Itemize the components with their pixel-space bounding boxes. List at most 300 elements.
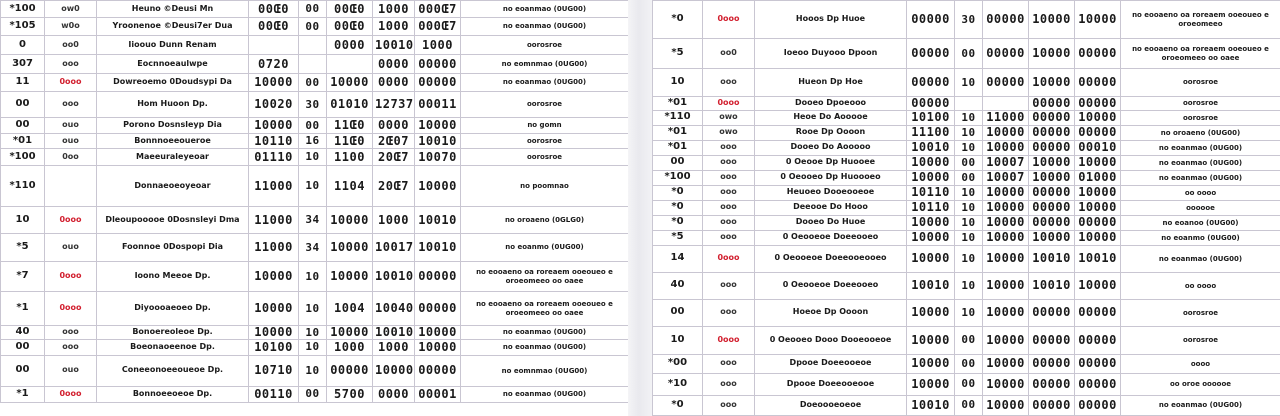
value-a: 10100 (907, 110, 955, 125)
value-c: 01010 (327, 92, 373, 118)
value-a: 10000 (249, 74, 299, 92)
value-d: 1000 (373, 18, 415, 36)
value-a: 00Œ0 (249, 1, 299, 18)
table-row (653, 299, 1280, 326)
value-b: 00 (299, 1, 327, 18)
value-e: 10010 (415, 207, 461, 234)
row-index: *110 (1, 166, 45, 207)
table-row (1, 74, 629, 92)
value-a: 10000 (249, 292, 299, 326)
row-tag: ooo (703, 373, 755, 395)
row-description: no eoanmao (0UG00) (1121, 140, 1280, 155)
row-index: *5 (653, 39, 703, 69)
value-e: 10000 (415, 339, 461, 355)
row-tag: ooo (703, 200, 755, 215)
value-e: 00001 (415, 386, 461, 402)
value-b: 10 (955, 215, 983, 230)
value-d: 10010 (373, 326, 415, 340)
row-description: oo oroe oooooe (1121, 373, 1280, 395)
value-b: 10 (955, 230, 983, 245)
row-name: Iioouo Dunn Renam (97, 36, 249, 55)
value-a: 10010 (907, 395, 955, 415)
table-row (1, 166, 629, 207)
row-index: 11 (1, 74, 45, 92)
row-index: *01 (653, 97, 703, 111)
row-name: Bonnnoeeoueroe (97, 134, 249, 149)
value-d: 12737 (373, 92, 415, 118)
left-page (0, 0, 628, 416)
value-d: 1000 (373, 207, 415, 234)
value-b: 34 (299, 207, 327, 234)
value-a: 00110 (249, 386, 299, 402)
row-name: Rooe Dp Oooon (755, 125, 907, 140)
value-b: 00 (955, 395, 983, 415)
value-d: 00000 (1029, 395, 1075, 415)
value-d: 00000 (1029, 373, 1075, 395)
value-e: 10000 (1075, 110, 1121, 125)
value-d: 00000 (1029, 140, 1075, 155)
value-c: 10000 (327, 74, 373, 92)
value-c: 10007 (983, 155, 1029, 170)
row-tag: ouo (45, 234, 97, 262)
row-index: *01 (653, 140, 703, 155)
value-e: 10000 (1075, 155, 1121, 170)
value-a: 10000 (249, 326, 299, 340)
value-b: 30 (299, 92, 327, 118)
table-row (653, 200, 1280, 215)
row-index: 00 (653, 299, 703, 326)
row-tag: ooo (703, 170, 755, 185)
row-description: oorosroe (461, 149, 629, 166)
row-name: Heuoeo Dooeooeoe (755, 185, 907, 200)
table-row (653, 110, 1280, 125)
row-index: *100 (1, 1, 45, 18)
value-e: 10000 (1075, 185, 1121, 200)
value-d: 0000 (373, 74, 415, 92)
row-name: Donnaeoeoyeoar (97, 166, 249, 207)
value-d: 10010 (1029, 272, 1075, 299)
value-d: 10010 (373, 36, 415, 55)
value-c: 00000 (983, 69, 1029, 97)
value-c: 10000 (983, 185, 1029, 200)
value-c: 10000 (983, 200, 1029, 215)
row-name: 0 Oeooeoe Doeeooeo (755, 272, 907, 299)
value-b: 00 (955, 155, 983, 170)
value-c: 00Œ0 (327, 18, 373, 36)
row-name: Boeonaoeenoe Dp. (97, 339, 249, 355)
row-index: *0 (653, 200, 703, 215)
value-a: 10000 (907, 245, 955, 272)
row-tag: 0ooo (703, 1, 755, 39)
value-c: 10000 (327, 326, 373, 340)
row-name: Dowreoemo 0Doudsypi Da (97, 74, 249, 92)
row-tag: 0ooo (45, 74, 97, 92)
row-description: no eooaeno oa roreaem ooeoueo e oroeomeeo oo oaee (1121, 39, 1280, 69)
value-d: 1000 (373, 339, 415, 355)
row-description: oorosroe (461, 36, 629, 55)
row-tag: ooo (703, 354, 755, 373)
row-index: *10 (653, 373, 703, 395)
value-c: 10000 (983, 245, 1029, 272)
table-row (653, 1, 1280, 39)
row-index: *1 (1, 292, 45, 326)
value-c: 1104 (327, 166, 373, 207)
value-e: 00000 (1075, 354, 1121, 373)
row-tag: ow0 (45, 1, 97, 18)
row-index: *7 (1, 262, 45, 292)
value-a: 01110 (249, 149, 299, 166)
value-d: 10000 (373, 355, 415, 386)
row-tag: w0o (45, 18, 97, 36)
table-row (1, 134, 629, 149)
value-a: 10000 (907, 215, 955, 230)
value-d: 20Œ7 (373, 166, 415, 207)
row-index: *0 (653, 1, 703, 39)
row-name: 0 Oeooe Dp Huooee (755, 155, 907, 170)
row-tag: ooo (703, 215, 755, 230)
row-name: Dleoupooooe 0Dosnsleyi Dma (97, 207, 249, 234)
row-name: Hom Huoon Dp. (97, 92, 249, 118)
row-tag: ooo (703, 230, 755, 245)
row-tag: oo0 (45, 36, 97, 55)
row-description: oooo (1121, 354, 1280, 373)
value-c: 10000 (983, 272, 1029, 299)
value-a: 00000 (907, 97, 955, 111)
row-description: no eooaeno oa roreaem ooeoueo e oroeomeeo oo oaee (461, 292, 629, 326)
value-d: 1000 (373, 1, 415, 18)
value-e: 00000 (1075, 395, 1121, 415)
row-description: no eoanmao (0UG00) (461, 386, 629, 402)
value-c: 1100 (327, 149, 373, 166)
value-d: 10000 (1029, 39, 1075, 69)
row-description: no eoanmo (0UG00) (461, 234, 629, 262)
value-c: 10000 (327, 262, 373, 292)
value-b: 00 (299, 18, 327, 36)
row-tag: ouo (45, 134, 97, 149)
table-row (1, 339, 629, 355)
row-name: Yroonenoe ©Deusi7er Dua (97, 18, 249, 36)
row-description: no eoanmao (0UG00) (461, 339, 629, 355)
value-e: 00000 (1075, 373, 1121, 395)
table-row (653, 170, 1280, 185)
value-d: 0000 (373, 386, 415, 402)
row-index: 14 (653, 245, 703, 272)
row-name: Ioeoo Duyooo Dpoon (755, 39, 907, 69)
value-d: 0000 (373, 118, 415, 134)
value-a: 00000 (907, 69, 955, 97)
value-a: 10020 (249, 92, 299, 118)
row-name: Diyoooaeoeo Dp. (97, 292, 249, 326)
value-e: 00000 (415, 55, 461, 74)
row-index: *5 (653, 230, 703, 245)
value-d: 00000 (1029, 110, 1075, 125)
value-a: 10000 (249, 118, 299, 134)
value-d: 00000 (1029, 200, 1075, 215)
row-description: no eoanmao (0UG00) (1121, 155, 1280, 170)
row-index: *01 (1, 134, 45, 149)
value-c: 10000 (983, 230, 1029, 245)
row-index: *100 (653, 170, 703, 185)
value-e: 10010 (415, 134, 461, 149)
row-description: no eoanmao (0UG00) (1121, 245, 1280, 272)
value-c (327, 55, 373, 74)
value-e: 01000 (1075, 170, 1121, 185)
value-c: 1000 (327, 339, 373, 355)
row-tag: ouo (45, 355, 97, 386)
value-e: 000Œ7 (415, 18, 461, 36)
value-d: 00000 (1029, 185, 1075, 200)
value-b: 10 (955, 200, 983, 215)
value-b: 10 (955, 69, 983, 97)
row-tag: ouo (45, 118, 97, 134)
value-a: 10110 (907, 200, 955, 215)
value-d: 00000 (1029, 326, 1075, 354)
table-row (653, 395, 1280, 415)
right-page (652, 0, 1280, 416)
row-name: Dpooe Doeeooeooe (755, 373, 907, 395)
row-tag: ooo (703, 395, 755, 415)
table-row (653, 69, 1280, 97)
value-c: 11Œ0 (327, 118, 373, 134)
row-tag: ooo (45, 92, 97, 118)
row-tag: ooo (703, 155, 755, 170)
row-name: Hooos Dp Huoe (755, 1, 907, 39)
value-d: 00000 (1029, 354, 1075, 373)
value-a: 10710 (249, 355, 299, 386)
value-a: 10000 (907, 326, 955, 354)
value-e: 10000 (415, 326, 461, 340)
value-e: 00000 (1075, 125, 1121, 140)
value-d: 0000 (373, 55, 415, 74)
table-row (1, 355, 629, 386)
row-tag: oo0 (703, 39, 755, 69)
value-b (299, 55, 327, 74)
row-name: Coneeonoeeoueoe Dp. (97, 355, 249, 386)
table-row (653, 125, 1280, 140)
value-e: 00000 (1075, 326, 1121, 354)
value-c: 11Œ0 (327, 134, 373, 149)
value-e: 10000 (415, 166, 461, 207)
row-description: no eomnmao (0UG00) (461, 355, 629, 386)
row-description: oorosroe (1121, 69, 1280, 97)
value-e: 00011 (415, 92, 461, 118)
value-a: 10000 (907, 155, 955, 170)
value-b: 10 (955, 185, 983, 200)
value-b: 10 (299, 355, 327, 386)
value-b: 10 (955, 299, 983, 326)
value-c: 00000 (327, 355, 373, 386)
value-b: 00 (299, 74, 327, 92)
row-description: no oroaeno (0UG00) (1121, 125, 1280, 140)
value-a: 10010 (907, 272, 955, 299)
value-c: 10000 (983, 326, 1029, 354)
table-row (653, 245, 1280, 272)
row-description: no eooaeno oa roreaem ooeoueo e oroeomeeo oo oaee (461, 262, 629, 292)
book-gutter (628, 0, 652, 416)
row-name: Dooeo Dpoeooo (755, 97, 907, 111)
value-e: 10010 (415, 234, 461, 262)
value-c: 10000 (983, 215, 1029, 230)
row-index: 00 (1, 339, 45, 355)
value-b: 00 (955, 373, 983, 395)
table-row (653, 373, 1280, 395)
row-index: 40 (653, 272, 703, 299)
row-index: *0 (653, 215, 703, 230)
value-e: 10010 (1075, 245, 1121, 272)
value-d: 10010 (373, 262, 415, 292)
value-b (299, 36, 327, 55)
value-c: 10000 (983, 373, 1029, 395)
row-index: 10 (653, 69, 703, 97)
value-d: 00000 (1029, 215, 1075, 230)
row-tag: ooo (45, 339, 97, 355)
row-tag: 0ooo (703, 245, 755, 272)
row-index: *00 (653, 354, 703, 373)
value-a: 10110 (249, 134, 299, 149)
value-c: 10007 (983, 170, 1029, 185)
row-index: *0 (653, 185, 703, 200)
value-b: 16 (299, 134, 327, 149)
value-c: 00000 (983, 39, 1029, 69)
value-e: 00000 (415, 262, 461, 292)
value-a: 11000 (249, 166, 299, 207)
row-name: Doeoooeoeoe (755, 395, 907, 415)
row-description: oorosroe (461, 134, 629, 149)
row-tag: ooo (703, 185, 755, 200)
row-name: Deeooe Do Hooo (755, 200, 907, 215)
value-d: 10040 (373, 292, 415, 326)
row-index: *0 (653, 395, 703, 415)
value-d: 10000 (1029, 69, 1075, 97)
row-name: 0 Oeooeoe Doeeooeooeo (755, 245, 907, 272)
value-e: 00000 (415, 74, 461, 92)
value-d: 10000 (1029, 230, 1075, 245)
row-tag: 0ooo (45, 292, 97, 326)
row-description: no eoanmo (0UG00) (1121, 230, 1280, 245)
value-a: 00000 (907, 1, 955, 39)
row-description: oorosroe (1121, 299, 1280, 326)
value-c: 10000 (327, 207, 373, 234)
value-a: 11000 (249, 234, 299, 262)
row-index: *110 (653, 110, 703, 125)
value-a: 11100 (907, 125, 955, 140)
value-b: 10 (955, 110, 983, 125)
row-tag: ooo (45, 55, 97, 74)
value-e: 10000 (1075, 230, 1121, 245)
row-name: 0 Oeooeoe Doeeooeo (755, 230, 907, 245)
value-b: 00 (299, 118, 327, 134)
value-a: 10000 (907, 299, 955, 326)
value-c: 10000 (983, 299, 1029, 326)
value-b (955, 97, 983, 111)
table-row (1, 234, 629, 262)
row-name: 0 Oeooeo Dp Huoooeo (755, 170, 907, 185)
row-tag: 0oo (45, 149, 97, 166)
row-name: Hueon Dp Hoe (755, 69, 907, 97)
row-tag: owo (703, 125, 755, 140)
row-description: no eoanmao (0UG00) (1121, 395, 1280, 415)
row-description: no eoanoo (0UG00) (1121, 215, 1280, 230)
row-index: 10 (1, 207, 45, 234)
value-a: 0720 (249, 55, 299, 74)
value-b: 00 (299, 386, 327, 402)
value-e: 00000 (1075, 215, 1121, 230)
value-d: 00000 (1029, 97, 1075, 111)
row-tag (45, 166, 97, 207)
value-a: 10000 (907, 354, 955, 373)
row-tag: 0ooo (703, 326, 755, 354)
value-d: 10000 (1029, 155, 1075, 170)
row-description: no eoanmao (0UG00) (461, 1, 629, 18)
row-description: no gomn (461, 118, 629, 134)
value-b: 30 (955, 1, 983, 39)
table-row (1, 55, 629, 74)
value-e: 10000 (1075, 200, 1121, 215)
value-b: 10 (299, 326, 327, 340)
table-row (653, 155, 1280, 170)
value-d: 2Œ07 (373, 134, 415, 149)
row-index: *5 (1, 234, 45, 262)
row-index: 00 (1, 355, 45, 386)
value-e: 00000 (1075, 69, 1121, 97)
value-e: 00000 (1075, 39, 1121, 69)
row-name: Dooeo Do Aooooo (755, 140, 907, 155)
row-name: Bonnoeeoeoe Dp. (97, 386, 249, 402)
row-index: 10 (653, 326, 703, 354)
value-b: 10 (955, 245, 983, 272)
value-e: 1000 (415, 36, 461, 55)
row-tag: ooo (703, 140, 755, 155)
value-a: 10010 (907, 140, 955, 155)
value-b: 00 (955, 354, 983, 373)
row-description: no eoanmao (0UG00) (461, 18, 629, 36)
row-index: *100 (1, 149, 45, 166)
row-description: no eooaeno oa roreaem ooeoueo e oroeomeeo (1121, 1, 1280, 39)
value-b: 10 (299, 166, 327, 207)
row-index: 00 (1, 92, 45, 118)
row-tag: 0ooo (703, 97, 755, 111)
row-tag: 0ooo (45, 386, 97, 402)
value-b: 10 (299, 149, 327, 166)
row-description: no eoanmao (0UG00) (461, 326, 629, 340)
table-row (653, 272, 1280, 299)
row-name: Heoe Do Aooooe (755, 110, 907, 125)
row-tag: ooo (45, 326, 97, 340)
row-description: oooooe (1121, 200, 1280, 215)
row-name: Foonnoe 0Dospopi Dia (97, 234, 249, 262)
row-name: Maeeuraleyeoar (97, 149, 249, 166)
value-b: 00 (955, 326, 983, 354)
value-b: 34 (299, 234, 327, 262)
value-b: 00 (955, 39, 983, 69)
row-name: Bonoereoleoe Dp. (97, 326, 249, 340)
row-name: Hoeoe Dp Oooon (755, 299, 907, 326)
row-index: 307 (1, 55, 45, 74)
value-c: 00Œ0 (327, 1, 373, 18)
value-e: 00000 (415, 292, 461, 326)
value-a: 10000 (907, 170, 955, 185)
table-row (653, 326, 1280, 354)
value-c: 10000 (983, 395, 1029, 415)
table-row (1, 149, 629, 166)
value-a: 10000 (907, 373, 955, 395)
value-e: 00000 (415, 355, 461, 386)
value-b: 10 (299, 292, 327, 326)
value-b: 10 (299, 262, 327, 292)
value-b: 10 (299, 339, 327, 355)
value-c: 11000 (983, 110, 1029, 125)
row-name: Dpooe Doeeooeoe (755, 354, 907, 373)
